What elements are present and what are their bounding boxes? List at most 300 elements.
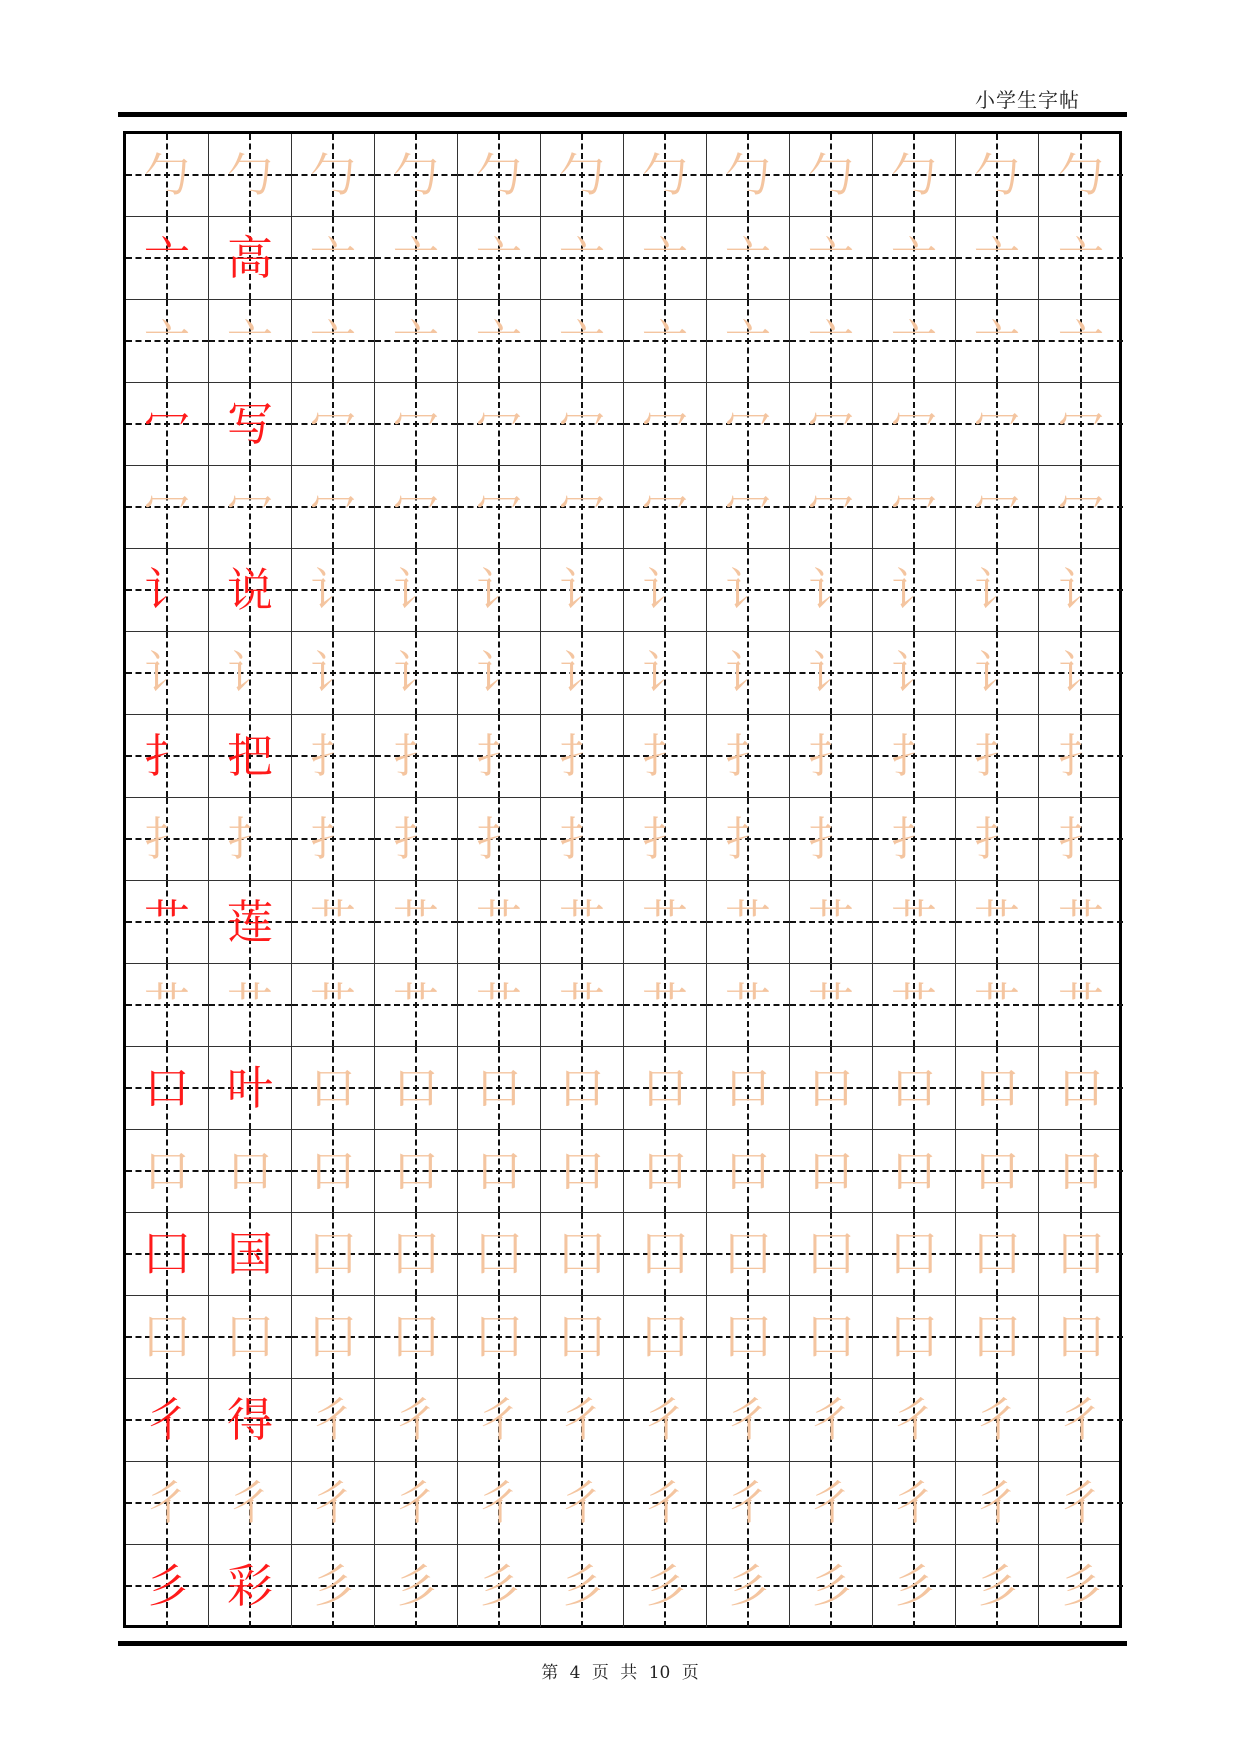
practice-cell[interactable]: [458, 632, 541, 714]
trace-radical: 彡: [974, 1559, 1020, 1613]
practice-cell[interactable]: [873, 217, 956, 299]
trace-radical: 囗: [1058, 1227, 1104, 1281]
trace-radical: 艹: [393, 978, 439, 1032]
trace-radical: 讠: [393, 646, 439, 700]
trace-radical: 彳: [559, 1393, 605, 1447]
practice-cell[interactable]: [1039, 715, 1123, 797]
practice-cell[interactable]: [541, 1545, 624, 1627]
practice-cell[interactable]: [624, 549, 707, 631]
trace-radical: 扌: [559, 729, 605, 783]
practice-cell[interactable]: [209, 1545, 292, 1627]
practice-cell[interactable]: [292, 1462, 375, 1544]
practice-cell[interactable]: [458, 383, 541, 465]
practice-cell[interactable]: [209, 1462, 292, 1544]
practice-cell[interactable]: [292, 798, 375, 880]
practice-cell[interactable]: [209, 881, 292, 963]
practice-cell[interactable]: [1039, 798, 1123, 880]
practice-cell[interactable]: [790, 715, 873, 797]
practice-cell[interactable]: [1039, 1379, 1123, 1461]
practice-cell[interactable]: [624, 1545, 707, 1627]
practice-cell[interactable]: [126, 383, 209, 465]
practice-cell[interactable]: [956, 217, 1039, 299]
trace-radical: 口: [144, 1144, 190, 1198]
trace-radical: 扌: [1058, 812, 1104, 866]
practice-cell[interactable]: [707, 383, 790, 465]
practice-cell[interactable]: [541, 964, 624, 1046]
practice-cell[interactable]: [292, 964, 375, 1046]
practice-row: [126, 1379, 1119, 1462]
practice-row: [126, 1462, 1119, 1545]
practice-cell[interactable]: [956, 134, 1039, 216]
trace-radical: 彳: [227, 1476, 273, 1530]
practice-cell[interactable]: [1039, 466, 1123, 548]
trace-radical: 亠: [476, 231, 522, 285]
practice-cell[interactable]: [541, 1047, 624, 1129]
practice-cell[interactable]: [873, 383, 956, 465]
practice-cell[interactable]: [126, 715, 209, 797]
practice-cell[interactable]: [790, 549, 873, 631]
practice-cell[interactable]: [873, 1047, 956, 1129]
trace-radical: 扌: [144, 812, 190, 866]
trace-radical: 讠: [393, 563, 439, 617]
practice-cell[interactable]: [541, 1213, 624, 1295]
practice-cell[interactable]: [790, 798, 873, 880]
practice-cell[interactable]: [624, 964, 707, 1046]
practice-cell[interactable]: [126, 134, 209, 216]
practice-cell[interactable]: [1039, 632, 1123, 714]
practice-cell[interactable]: [292, 1213, 375, 1295]
practice-cell[interactable]: [209, 300, 292, 382]
practice-cell[interactable]: [541, 881, 624, 963]
practice-cell[interactable]: [790, 466, 873, 548]
practice-cell[interactable]: [707, 1379, 790, 1461]
practice-cell[interactable]: [458, 1379, 541, 1461]
practice-cell[interactable]: [624, 632, 707, 714]
trace-radical: 勹: [227, 148, 273, 202]
practice-cell[interactable]: [707, 1130, 790, 1212]
model-radical: 口: [144, 1061, 190, 1115]
practice-cell[interactable]: [624, 1379, 707, 1461]
practice-cell[interactable]: [541, 1379, 624, 1461]
practice-cell[interactable]: [375, 881, 458, 963]
practice-cell[interactable]: [956, 1130, 1039, 1212]
trace-radical: 彳: [974, 1476, 1020, 1530]
practice-cell[interactable]: [126, 1213, 209, 1295]
practice-cell[interactable]: [873, 1213, 956, 1295]
practice-cell[interactable]: [458, 134, 541, 216]
practice-cell[interactable]: [458, 881, 541, 963]
practice-cell[interactable]: [209, 383, 292, 465]
practice-cell[interactable]: [624, 715, 707, 797]
practice-cell[interactable]: [209, 1047, 292, 1129]
practice-cell[interactable]: [126, 798, 209, 880]
practice-cell[interactable]: [707, 466, 790, 548]
practice-cell[interactable]: [956, 1462, 1039, 1544]
practice-cell[interactable]: [126, 549, 209, 631]
trace-radical: 口: [393, 1061, 439, 1115]
practice-cell[interactable]: [707, 1462, 790, 1544]
practice-cell[interactable]: [956, 549, 1039, 631]
example-character: 写: [227, 397, 273, 451]
practice-cell[interactable]: [624, 466, 707, 548]
trace-radical: 冖: [559, 397, 605, 451]
trace-radical: 扌: [642, 812, 688, 866]
practice-cell[interactable]: [624, 134, 707, 216]
trace-radical: 口: [393, 1144, 439, 1198]
trace-radical: 艹: [1058, 978, 1104, 1032]
practice-cell[interactable]: [956, 1545, 1039, 1627]
practice-cell[interactable]: [126, 1545, 209, 1627]
practice-cell[interactable]: [209, 134, 292, 216]
trace-radical: 冖: [310, 480, 356, 534]
practice-cell[interactable]: [790, 881, 873, 963]
practice-cell[interactable]: [873, 798, 956, 880]
page-number: 第 4 页 共 10 页: [541, 1663, 699, 1683]
practice-cell[interactable]: [790, 134, 873, 216]
trace-radical: 扌: [725, 729, 771, 783]
practice-cell[interactable]: [790, 1047, 873, 1129]
trace-radical: 彳: [1058, 1476, 1104, 1530]
practice-cell[interactable]: [541, 1130, 624, 1212]
practice-cell[interactable]: [707, 881, 790, 963]
practice-cell[interactable]: [1039, 1213, 1123, 1295]
trace-radical: 囗: [559, 1227, 605, 1281]
practice-cell[interactable]: [126, 1462, 209, 1544]
practice-cell[interactable]: [375, 134, 458, 216]
practice-cell[interactable]: [209, 1130, 292, 1212]
trace-radical: 艹: [808, 978, 854, 1032]
practice-cell[interactable]: [956, 466, 1039, 548]
trace-radical: 囗: [393, 1310, 439, 1364]
practice-cell[interactable]: [707, 1213, 790, 1295]
trace-radical: 艹: [725, 978, 771, 1032]
practice-cell[interactable]: [209, 466, 292, 548]
practice-cell[interactable]: [541, 632, 624, 714]
practice-cell[interactable]: [1039, 964, 1123, 1046]
example-character: 彩: [227, 1559, 273, 1613]
practice-cell[interactable]: [458, 1130, 541, 1212]
trace-radical: 亠: [808, 314, 854, 368]
practice-cell[interactable]: [126, 1296, 209, 1378]
practice-cell[interactable]: [126, 1130, 209, 1212]
practice-cell[interactable]: [458, 549, 541, 631]
model-radical: 彳: [144, 1393, 190, 1447]
practice-cell[interactable]: [209, 1213, 292, 1295]
practice-cell[interactable]: [458, 1462, 541, 1544]
practice-cell[interactable]: [790, 1379, 873, 1461]
practice-cell[interactable]: [209, 632, 292, 714]
trace-radical: 艹: [476, 978, 522, 1032]
practice-cell[interactable]: [375, 383, 458, 465]
practice-cell[interactable]: [624, 798, 707, 880]
practice-cell[interactable]: [790, 964, 873, 1046]
practice-cell[interactable]: [873, 1462, 956, 1544]
practice-cell[interactable]: [375, 715, 458, 797]
trace-radical: 口: [476, 1061, 522, 1115]
trace-radical: 讠: [559, 563, 605, 617]
trace-radical: 亠: [642, 231, 688, 285]
practice-cell[interactable]: [375, 549, 458, 631]
practice-cell[interactable]: [873, 1545, 956, 1627]
practice-cell[interactable]: [458, 1213, 541, 1295]
practice-cell[interactable]: [209, 549, 292, 631]
practice-cell[interactable]: [1039, 383, 1123, 465]
practice-cell[interactable]: [541, 466, 624, 548]
trace-radical: 口: [227, 1144, 273, 1198]
practice-cell[interactable]: [873, 1379, 956, 1461]
practice-cell[interactable]: [209, 964, 292, 1046]
trace-radical: 冖: [974, 480, 1020, 534]
practice-cell[interactable]: [873, 300, 956, 382]
trace-radical: 扌: [1058, 729, 1104, 783]
practice-cell[interactable]: [707, 964, 790, 1046]
practice-cell[interactable]: [1039, 1545, 1123, 1627]
practice-cell[interactable]: [292, 466, 375, 548]
trace-radical: 讠: [891, 563, 937, 617]
trace-radical: 亠: [808, 231, 854, 285]
trace-radical: 冖: [808, 397, 854, 451]
practice-cell[interactable]: [790, 1296, 873, 1378]
practice-cell[interactable]: [126, 964, 209, 1046]
practice-cell[interactable]: [790, 1545, 873, 1627]
practice-cell[interactable]: [790, 383, 873, 465]
practice-cell[interactable]: [624, 300, 707, 382]
practice-cell[interactable]: [375, 1462, 458, 1544]
practice-cell[interactable]: [1039, 217, 1123, 299]
practice-cell[interactable]: [707, 1296, 790, 1378]
trace-radical: 口: [725, 1144, 771, 1198]
practice-cell[interactable]: [790, 632, 873, 714]
practice-cell[interactable]: [790, 300, 873, 382]
practice-cell[interactable]: [292, 383, 375, 465]
trace-radical: 亠: [725, 231, 771, 285]
trace-radical: 艹: [476, 895, 522, 949]
trace-radical: 亠: [891, 314, 937, 368]
trace-radical: 彳: [642, 1476, 688, 1530]
practice-cell[interactable]: [126, 217, 209, 299]
practice-cell[interactable]: [541, 549, 624, 631]
practice-cell[interactable]: [790, 1130, 873, 1212]
trace-radical: 勹: [891, 148, 937, 202]
practice-cell[interactable]: [292, 549, 375, 631]
practice-cell[interactable]: [458, 1296, 541, 1378]
practice-cell[interactable]: [458, 964, 541, 1046]
practice-cell[interactable]: [873, 881, 956, 963]
practice-cell[interactable]: [541, 1462, 624, 1544]
practice-cell[interactable]: [707, 632, 790, 714]
trace-radical: 口: [559, 1144, 605, 1198]
practice-cell[interactable]: [126, 300, 209, 382]
practice-cell[interactable]: [458, 1047, 541, 1129]
practice-row: [126, 881, 1119, 964]
practice-cell[interactable]: [292, 1379, 375, 1461]
practice-cell[interactable]: [1039, 1047, 1123, 1129]
trace-radical: 讠: [1058, 646, 1104, 700]
practice-cell[interactable]: [541, 798, 624, 880]
trace-radical: 艹: [974, 895, 1020, 949]
practice-cell[interactable]: [375, 964, 458, 1046]
practice-cell[interactable]: [375, 798, 458, 880]
practice-cell[interactable]: [209, 1379, 292, 1461]
trace-radical: 彡: [559, 1559, 605, 1613]
practice-cell[interactable]: [541, 300, 624, 382]
practice-cell[interactable]: [292, 1047, 375, 1129]
practice-cell[interactable]: [292, 715, 375, 797]
trace-radical: 囗: [642, 1227, 688, 1281]
practice-cell[interactable]: [707, 217, 790, 299]
practice-cell[interactable]: [541, 1296, 624, 1378]
practice-cell[interactable]: [458, 466, 541, 548]
trace-radical: 亠: [559, 314, 605, 368]
practice-cell[interactable]: [873, 549, 956, 631]
trace-radical: 彡: [310, 1559, 356, 1613]
practice-cell[interactable]: [126, 466, 209, 548]
practice-cell[interactable]: [292, 1545, 375, 1627]
practice-cell[interactable]: [292, 300, 375, 382]
footer-rule: [118, 1641, 1127, 1646]
practice-cell[interactable]: [541, 134, 624, 216]
practice-cell[interactable]: [375, 1213, 458, 1295]
practice-cell[interactable]: [707, 1047, 790, 1129]
practice-cell[interactable]: [126, 1047, 209, 1129]
practice-cell[interactable]: [375, 1047, 458, 1129]
practice-cell[interactable]: [707, 1545, 790, 1627]
practice-cell[interactable]: [292, 1296, 375, 1378]
practice-cell[interactable]: [956, 798, 1039, 880]
practice-cell[interactable]: [624, 217, 707, 299]
practice-cell[interactable]: [707, 549, 790, 631]
practice-cell[interactable]: [956, 715, 1039, 797]
practice-row: [126, 1130, 1119, 1213]
trace-radical: 艹: [310, 895, 356, 949]
practice-cell[interactable]: [873, 1296, 956, 1378]
practice-cell[interactable]: [292, 217, 375, 299]
trace-radical: 艹: [227, 978, 273, 1032]
practice-cell[interactable]: [1039, 1130, 1123, 1212]
practice-cell[interactable]: [956, 383, 1039, 465]
practice-cell[interactable]: [209, 715, 292, 797]
trace-radical: 囗: [725, 1310, 771, 1364]
practice-cell[interactable]: [956, 964, 1039, 1046]
trace-radical: 讠: [974, 563, 1020, 617]
trace-radical: 囗: [476, 1310, 522, 1364]
trace-radical: 囗: [559, 1310, 605, 1364]
trace-radical: 扌: [808, 729, 854, 783]
trace-radical: 冖: [393, 397, 439, 451]
practice-cell[interactable]: [624, 383, 707, 465]
trace-radical: 艹: [891, 895, 937, 949]
practice-cell[interactable]: [375, 1379, 458, 1461]
practice-cell[interactable]: [707, 715, 790, 797]
practice-cell[interactable]: [375, 1130, 458, 1212]
practice-cell[interactable]: [624, 1462, 707, 1544]
practice-cell[interactable]: [1039, 549, 1123, 631]
practice-cell[interactable]: [126, 632, 209, 714]
practice-cell[interactable]: [624, 1047, 707, 1129]
practice-cell[interactable]: [541, 217, 624, 299]
practice-cell[interactable]: [458, 715, 541, 797]
practice-cell[interactable]: [126, 881, 209, 963]
practice-cell[interactable]: [956, 1296, 1039, 1378]
practice-cell[interactable]: [790, 1462, 873, 1544]
model-radical: 讠: [144, 563, 190, 617]
practice-cell[interactable]: [209, 217, 292, 299]
practice-cell[interactable]: [1039, 881, 1123, 963]
model-radical: 艹: [144, 895, 190, 949]
practice-cell[interactable]: [458, 798, 541, 880]
trace-radical: 彳: [393, 1476, 439, 1530]
trace-radical: 勹: [1058, 148, 1104, 202]
practice-cell[interactable]: [375, 632, 458, 714]
practice-cell[interactable]: [375, 466, 458, 548]
practice-cell[interactable]: [790, 217, 873, 299]
practice-cell[interactable]: [541, 383, 624, 465]
practice-cell[interactable]: [956, 300, 1039, 382]
trace-radical: 讠: [808, 646, 854, 700]
practice-cell[interactable]: [375, 1545, 458, 1627]
practice-cell[interactable]: [458, 217, 541, 299]
practice-cell[interactable]: [375, 217, 458, 299]
practice-cell[interactable]: [707, 134, 790, 216]
trace-radical: 口: [725, 1061, 771, 1115]
practice-cell[interactable]: [292, 881, 375, 963]
practice-cell[interactable]: [873, 1130, 956, 1212]
trace-radical: 冖: [310, 397, 356, 451]
practice-cell[interactable]: [873, 134, 956, 216]
practice-cell[interactable]: [126, 1379, 209, 1461]
trace-radical: 囗: [476, 1227, 522, 1281]
practice-cell[interactable]: [707, 300, 790, 382]
practice-cell[interactable]: [873, 964, 956, 1046]
practice-cell[interactable]: [209, 798, 292, 880]
practice-cell[interactable]: [956, 1213, 1039, 1295]
header-rule: [118, 112, 1127, 117]
trace-radical: 讠: [725, 563, 771, 617]
trace-radical: 亠: [642, 314, 688, 368]
trace-radical: 亠: [227, 314, 273, 368]
practice-cell[interactable]: [209, 1296, 292, 1378]
practice-cell[interactable]: [624, 1213, 707, 1295]
practice-cell[interactable]: [375, 300, 458, 382]
practice-cell[interactable]: [292, 1130, 375, 1212]
practice-cell[interactable]: [956, 632, 1039, 714]
practice-cell[interactable]: [375, 1296, 458, 1378]
trace-radical: 讠: [144, 646, 190, 700]
practice-cell[interactable]: [458, 300, 541, 382]
example-character: 得: [227, 1393, 273, 1447]
practice-cell[interactable]: [1039, 300, 1123, 382]
trace-radical: 彳: [974, 1393, 1020, 1447]
practice-cell[interactable]: [707, 798, 790, 880]
practice-cell[interactable]: [541, 715, 624, 797]
practice-cell[interactable]: [873, 466, 956, 548]
practice-cell[interactable]: [956, 1379, 1039, 1461]
practice-cell[interactable]: [1039, 1296, 1123, 1378]
practice-cell[interactable]: [624, 1130, 707, 1212]
practice-cell[interactable]: [624, 881, 707, 963]
practice-cell[interactable]: [790, 1213, 873, 1295]
practice-cell[interactable]: [956, 1047, 1039, 1129]
practice-cell[interactable]: [873, 715, 956, 797]
practice-cell[interactable]: [873, 632, 956, 714]
practice-cell[interactable]: [292, 632, 375, 714]
practice-cell[interactable]: [956, 881, 1039, 963]
practice-cell[interactable]: [458, 1545, 541, 1627]
practice-cell[interactable]: [624, 1296, 707, 1378]
practice-cell[interactable]: [292, 134, 375, 216]
practice-cell[interactable]: [1039, 134, 1123, 216]
practice-cell[interactable]: [1039, 1462, 1123, 1544]
